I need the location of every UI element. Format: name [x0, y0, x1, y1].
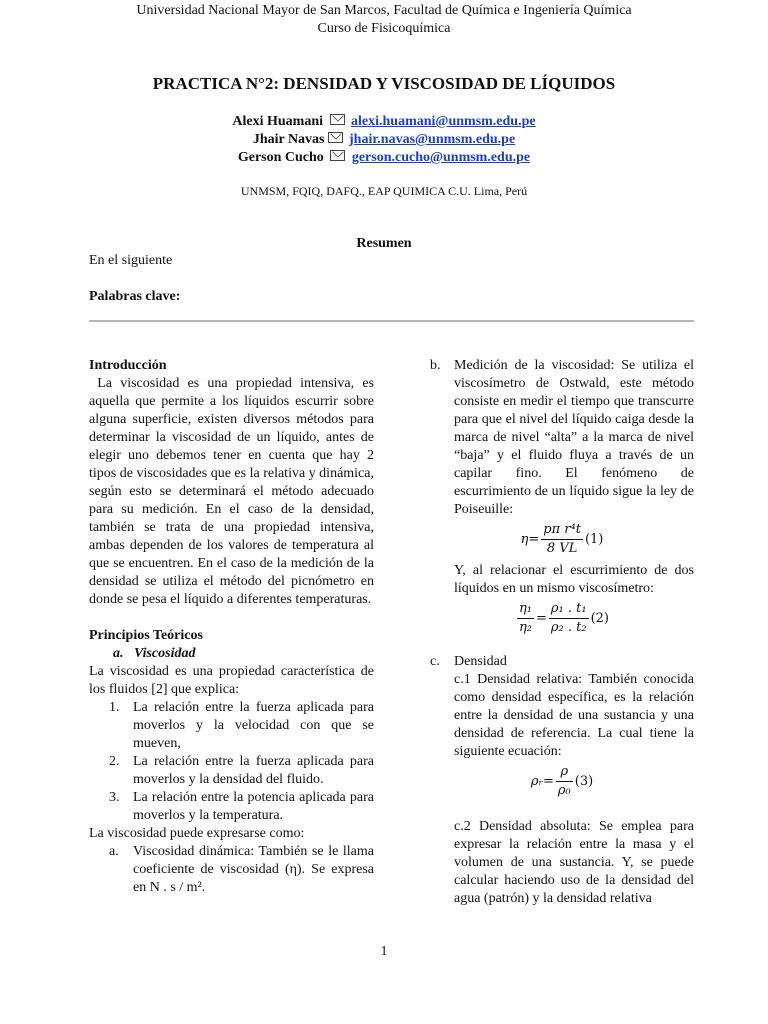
abstract-text: En el siguiente [89, 253, 173, 268]
keywords-label: Palabras clave: [89, 289, 181, 304]
list-item: 2. La relación entre la fuerza aplicada para moverlos y la densidad del fluido. [109, 754, 374, 787]
absolute-density-text: c.2 Densidad absoluta: Se emplea para expresar la relación entre la masa y el volumen de una sustancia. Y, se puede calcular haciendo uso de la densidad del agua (patrón) y la densidad relativa [454, 819, 694, 906]
list-item: c. Densidad [430, 653, 694, 671]
author-name: Jhair Navas [252, 132, 325, 147]
course-header: Curso de Fisicoquímica [317, 21, 451, 36]
university-header: Universidad Nacional Mayor de San Marcos, Facultad de Química e Ingeniería Química [136, 3, 632, 18]
equation-2: $\frac{\text{η₁}}{\text{η₂}}$ = $\frac{\text{ρ₁ . t₁}}{\text{ρ₂ . t₂}}$ (2) [518, 601, 609, 635]
viscosity-subheading: a. Viscosidad [113, 646, 196, 661]
author-list [0, 113, 768, 167]
author-row [0, 113, 768, 131]
abstract-heading: Resumen [356, 236, 412, 251]
relative-density-text: c.1 Densidad relativa: También conocida como densidad específica, es la relación entre la densidad de una sustancia y una densidad de referencia. La cual tiene la siguiente ecuación: [454, 672, 694, 759]
list-item: a. Viscosidad dinámica: También se le llama coeficiente de viscosidad (η). Se expresa en N . s / m². [109, 844, 374, 895]
viscosity-list [89, 699, 374, 825]
intro-heading: Introducción [89, 358, 167, 373]
author-row [0, 149, 768, 167]
density-heading: Densidad [454, 654, 507, 669]
list-item: 3. La relación entre la potencia aplicada para moverlos y la temperatura. [109, 790, 374, 823]
list-item: 1. La relación entre la fuerza aplicada para moverlos y la velocidad con que se mueven, [109, 700, 374, 751]
paper-title: PRACTICA N°2: DENSIDAD Y VISCOSIDAD DE LÍQUIDOS [152, 74, 616, 93]
author-email-link[interactable]: alexi.huamani@unmsm.edu.pe [351, 114, 536, 129]
envelope-icon [330, 150, 345, 161]
envelope-icon [328, 132, 343, 143]
author-email-link[interactable]: gerson.cucho@unmsm.edu.pe [351, 150, 531, 165]
page-number: 1 [380, 944, 388, 959]
section-divider [89, 320, 694, 322]
viscosity-measurement-text: Medición de la viscosidad: Se utiliza el viscosímetro de Ostwald, este método consiste en medir el tiempo que transcurre para que el nivel del líquido caiga desde la marca de nivel “alta” a la marca de nivel “baja” y el fluido fluya a través de un capilar fino. El fenómeno de escurrimiento de un líquido sigue la ley de Poiseuille: [454, 358, 694, 517]
envelope-icon [330, 114, 345, 125]
list-item: b. Medición de la viscosidad: Se utiliza el viscosímetro de Ostwald, este método consiste en medir el tiempo que transcurre para que el nivel del líquido caiga desde la marca de nivel “alta” a la marca de nivel “baja” y el fluido fluya a través de un capilar fino. El fenómeno de escurrimiento de un líquido sigue la ley de Poiseuille: [430, 358, 694, 517]
viscosity-intro: La viscosidad es una propiedad característica de los fluidos [2] que explica: [89, 664, 374, 697]
relation-text: Y, al relacionar el escurrimiento de dos líquidos en un mismo viscosímetro: [454, 563, 694, 596]
right-column [430, 357, 694, 908]
left-column [89, 357, 378, 897]
author-row [0, 131, 768, 149]
principles-heading: Principios Teóricos [89, 628, 203, 643]
expression-intro: La viscosidad puede expresarse como: [89, 826, 305, 841]
author-name: Alexi Huamani [232, 114, 324, 129]
author-name: Gerson Cucho [237, 150, 324, 165]
equation-3: ρᵣ= $\frac{\rho}{\text{ρ₀}}$ (3) [530, 764, 594, 798]
affiliation: UNMSM, FQIQ, DAFQ., EAP QUIMICA C.U. Lima, Perú [240, 184, 528, 198]
author-email-link[interactable]: jhair.navas@unmsm.edu.pe [349, 132, 516, 147]
intro-paragraph: La viscosidad es una propiedad intensiva, es aquella que permite a los líquidos escurrir sobre alguna superficie, existen diversos métodos para determinar la viscosidad de un líquido, antes de elegir uno debemos tener en cuenta que hay 2 tipos de viscosidades que es la relativa y dinámica, según esto se determinará el método adecuado para su medición. En el caso de la densidad, también se trata de una propiedad intensiva, ambas dependen de los valores de temperatura al que se encuentren. En el caso de la medición de la densidad se utiliza el método del picnómetro en donde se pesa el líquido a diferentes temperaturas. [89, 376, 378, 607]
equation-1: η= $\frac{\text{pπ r⁴t}}{8 VL}$ (1) [520, 522, 604, 556]
